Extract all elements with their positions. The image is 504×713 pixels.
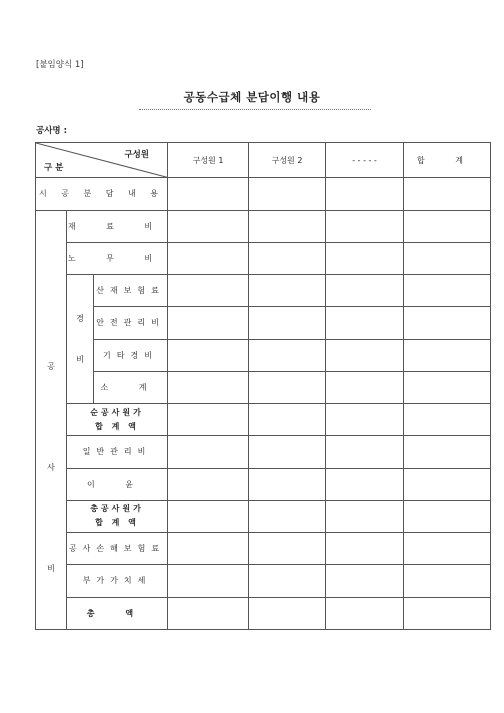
table-row-material <box>36 210 491 242</box>
column-header-others: - - - - - <box>326 143 404 178</box>
table-cell[interactable] <box>249 468 326 500</box>
row-label-vat: 부가가치세 <box>67 565 168 597</box>
table-cell[interactable] <box>326 178 404 210</box>
table-cell[interactable] <box>404 371 491 403</box>
table-cell[interactable] <box>326 210 404 242</box>
row-label-general-admin: 일반관리비 <box>67 436 168 468</box>
table-cell[interactable] <box>249 533 326 565</box>
table-row-subtotal <box>36 371 491 403</box>
row-label-material: 재 료 비 <box>67 210 168 242</box>
table-cell[interactable] <box>168 275 249 307</box>
table-cell[interactable] <box>326 339 404 371</box>
table-cell[interactable] <box>168 371 249 403</box>
table-cell[interactable] <box>249 597 326 629</box>
table-cell[interactable] <box>168 404 249 436</box>
table-cell[interactable] <box>249 210 326 242</box>
project-name-label: 공사명 : <box>36 126 67 136</box>
table-cell[interactable] <box>168 533 249 565</box>
table-cell[interactable] <box>168 565 249 597</box>
table-cell[interactable] <box>404 242 491 274</box>
table-cell[interactable] <box>168 436 249 468</box>
document-title: 공동수급체 분담이행 내용 <box>183 90 321 104</box>
table-row-general-admin <box>36 436 491 468</box>
table-cell[interactable] <box>404 533 491 565</box>
table-cell[interactable] <box>249 436 326 468</box>
title-dotted-underline <box>139 109 371 110</box>
form-number-label: [붙임양식 1] <box>36 60 84 70</box>
column-header-member-1: 구성원 1 <box>168 143 249 178</box>
table-row-total-cost <box>36 500 491 532</box>
table-row-vat <box>36 565 491 597</box>
table-row-safety-management <box>36 307 491 339</box>
table-cell[interactable] <box>168 339 249 371</box>
row-label-safety-management: 안전관리비 <box>94 307 168 339</box>
table-cell[interactable] <box>249 565 326 597</box>
table-row-grand-total <box>36 597 491 629</box>
row-label-net-cost: 순공사원가 합 계 액 <box>67 404 168 436</box>
table-cell[interactable] <box>168 178 249 210</box>
row-label-damage-insurance: 공사손해보험료 <box>67 533 168 565</box>
table-cell[interactable] <box>249 178 326 210</box>
header-category-label: 구 분 <box>44 163 64 174</box>
table-cell[interactable] <box>249 307 326 339</box>
table-cell[interactable] <box>326 371 404 403</box>
table-cell[interactable] <box>249 404 326 436</box>
table-cell[interactable] <box>326 533 404 565</box>
table-cell[interactable] <box>404 307 491 339</box>
table-cell[interactable] <box>404 500 491 532</box>
table-cell[interactable] <box>326 597 404 629</box>
table-cell[interactable] <box>404 178 491 210</box>
table-cell[interactable] <box>326 404 404 436</box>
table-cell[interactable] <box>404 468 491 500</box>
table-cell[interactable] <box>404 436 491 468</box>
diagonal-header-cell <box>36 143 168 178</box>
table-cell[interactable] <box>249 275 326 307</box>
row-label-grand-total: 총 액 <box>67 597 168 629</box>
table-cell[interactable] <box>404 275 491 307</box>
table-row-construction-share <box>36 178 491 210</box>
group-label-construction-cost: 공 사 비 <box>36 210 67 629</box>
table-cell[interactable] <box>404 565 491 597</box>
header-members-label: 구성원 <box>124 150 150 160</box>
table-cell[interactable] <box>168 468 249 500</box>
table-cell[interactable] <box>168 242 249 274</box>
table-cell[interactable] <box>168 597 249 629</box>
table-cell[interactable] <box>404 404 491 436</box>
row-label-profit: 이 윤 <box>67 468 168 500</box>
group-label-expenses: 경 비 <box>67 275 94 404</box>
row-label-total-cost: 총공사원가 합 계 액 <box>67 500 168 532</box>
table-cell[interactable] <box>326 565 404 597</box>
table-cell[interactable] <box>326 275 404 307</box>
table-row-profit <box>36 468 491 500</box>
table-cell[interactable] <box>168 307 249 339</box>
row-label-construction-share: 시 공 분 담 내 용 <box>36 178 168 210</box>
column-header-total: 합 계 <box>404 143 491 178</box>
table-cell[interactable] <box>404 210 491 242</box>
row-label-industrial-insurance: 산재보험료 <box>94 275 168 307</box>
table-cell[interactable] <box>249 242 326 274</box>
row-label-other-expense: 기타경비 <box>94 339 168 371</box>
table-cell[interactable] <box>249 371 326 403</box>
table-cell[interactable] <box>404 339 491 371</box>
table-cell[interactable] <box>326 436 404 468</box>
table-cell[interactable] <box>249 500 326 532</box>
table-cell[interactable] <box>249 339 326 371</box>
table-cell[interactable] <box>168 500 249 532</box>
row-label-labor: 노 무 비 <box>67 242 168 274</box>
column-header-member-2: 구성원 2 <box>249 143 326 178</box>
row-label-subtotal: 소 계 <box>94 371 168 403</box>
table-row-damage-insurance <box>36 533 491 565</box>
cost-share-table <box>35 142 491 630</box>
table-cell[interactable] <box>326 242 404 274</box>
header-row <box>36 143 491 178</box>
table-cell[interactable] <box>404 597 491 629</box>
table-cell[interactable] <box>326 307 404 339</box>
table-cell[interactable] <box>168 210 249 242</box>
table-row-net-cost <box>36 404 491 436</box>
table-cell[interactable] <box>326 468 404 500</box>
table-cell[interactable] <box>326 500 404 532</box>
table-row-other-expense <box>36 339 491 371</box>
table-row-labor <box>36 242 491 274</box>
table-row-industrial-insurance <box>36 275 491 307</box>
